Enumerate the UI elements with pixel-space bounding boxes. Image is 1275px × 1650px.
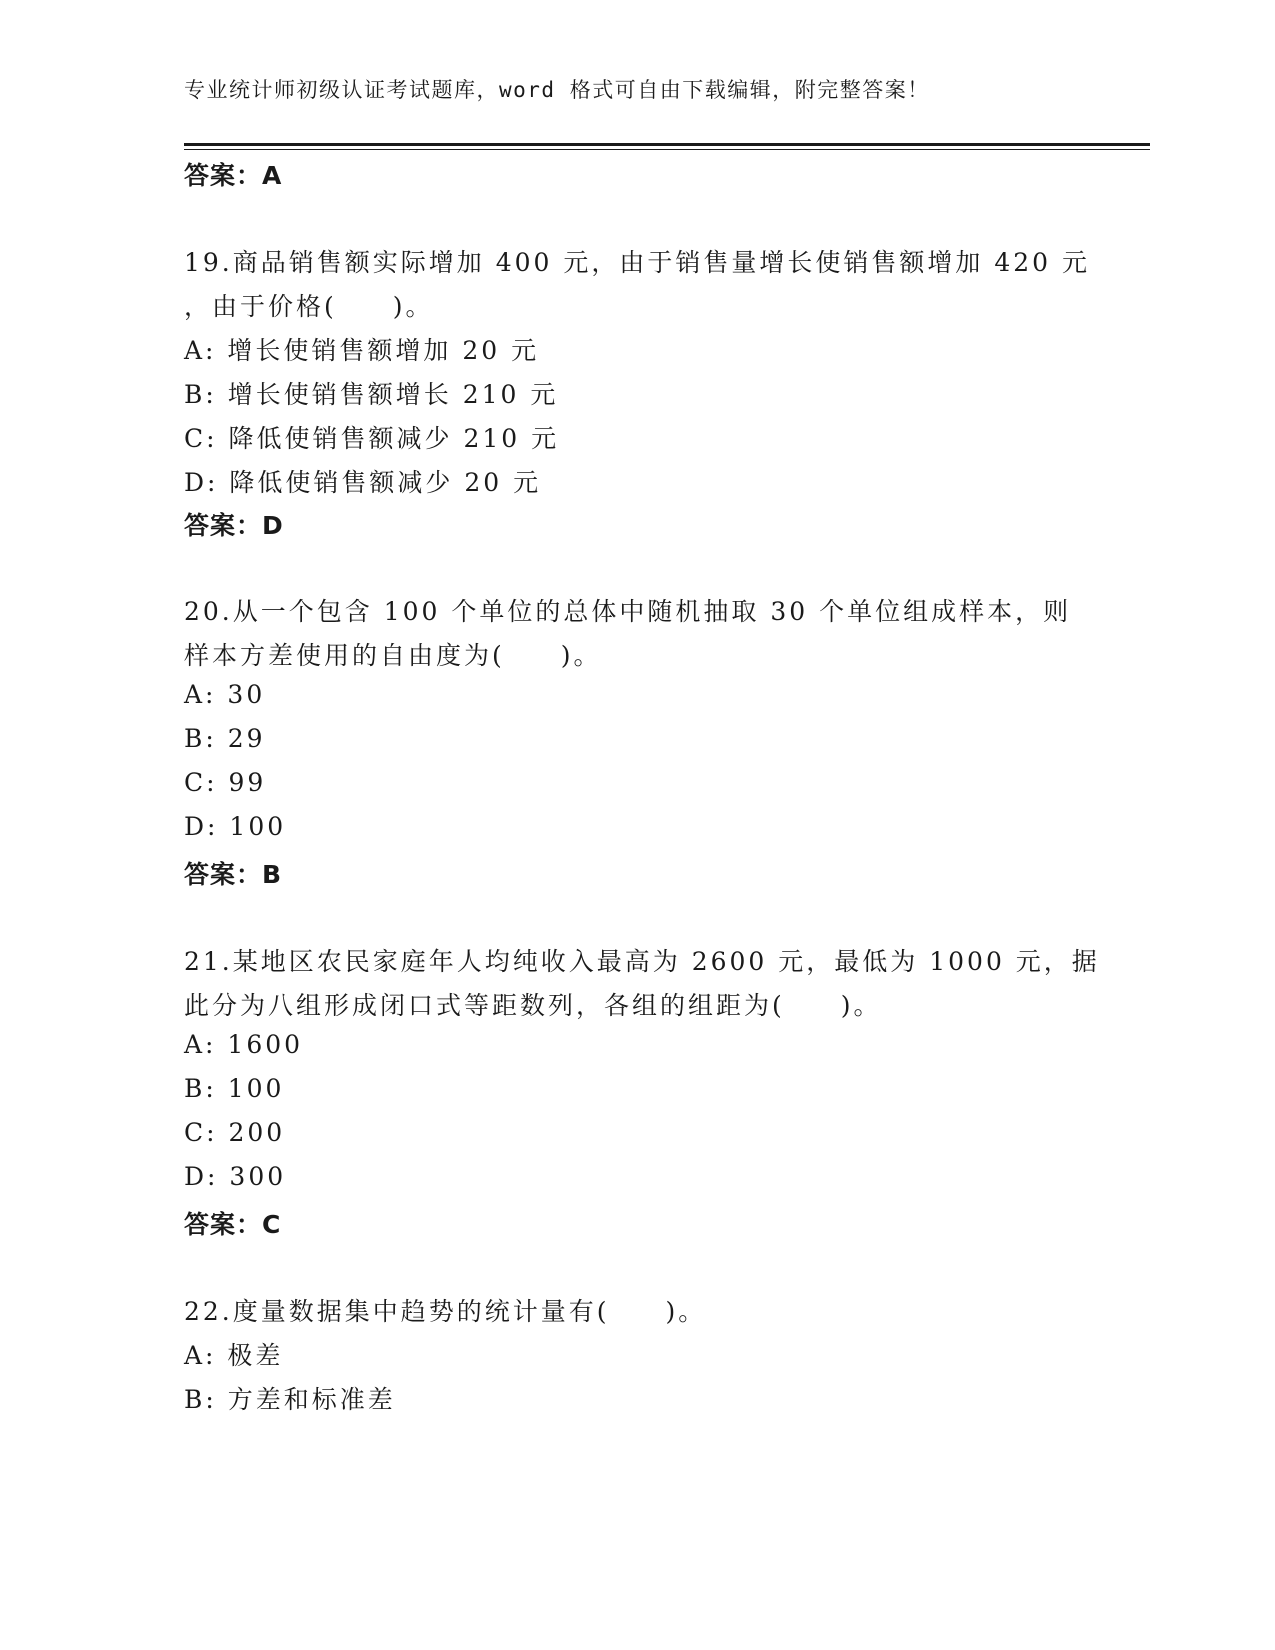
q22-stem-line1: 22.度量数据集中趋势的统计量有( )。 [184,1297,707,1326]
page-header: 专业统计师初级认证考试题库，word 格式可自由下载编辑，附完整答案！ [184,78,930,102]
q21-answer: 答案：C [184,1210,282,1239]
q21-stem-line2: 此分为八组形成闭口式等距数列，各组的组距为( )。 [184,991,882,1020]
q21-option-b: B: 100 [184,1074,285,1103]
q19-option-c: C: 降低使销售额减少 210 元 [184,424,560,453]
q22-option-b: B: 方差和标准差 [184,1385,396,1414]
q20-answer: 答案：B [184,860,283,889]
header-rule [184,143,1150,146]
q19-option-d: D: 降低使销售额减少 20 元 [184,468,542,497]
q20-option-c: C: 99 [184,768,267,797]
q20-stem-line1: 20.从一个包含 100 个单位的总体中随机抽取 30 个单位组成样本，则 [184,597,1072,626]
q20-stem-line2: 样本方差使用的自由度为( )。 [184,641,602,670]
q20-option-b: B: 29 [184,724,266,753]
q20-option-a: A: 30 [184,680,266,709]
q21-stem-line1: 21.某地区农民家庭年人均纯收入最高为 2600 元，最低为 1000 元，据 [184,947,1100,976]
q19-answer: 答案：D [184,511,284,540]
q22-option-a: A: 极差 [184,1341,284,1370]
header-rule-thin [184,149,1150,150]
q19-option-a: A: 增长使销售额增加 20 元 [184,336,540,365]
q21-option-d: D: 300 [184,1162,287,1191]
q21-option-a: A: 1600 [184,1030,304,1059]
q19-option-b: B: 增长使销售额增长 210 元 [184,380,559,409]
q20-option-d: D: 100 [184,812,287,841]
q21-option-c: C: 200 [184,1118,286,1147]
q19-stem-line2: ，由于价格( )。 [184,292,434,321]
previous-answer: 答案：A [184,161,283,190]
q19-stem-line1: 19.商品销售额实际增加 400 元，由于销售量增长使销售额增加 420 元 [184,248,1090,277]
